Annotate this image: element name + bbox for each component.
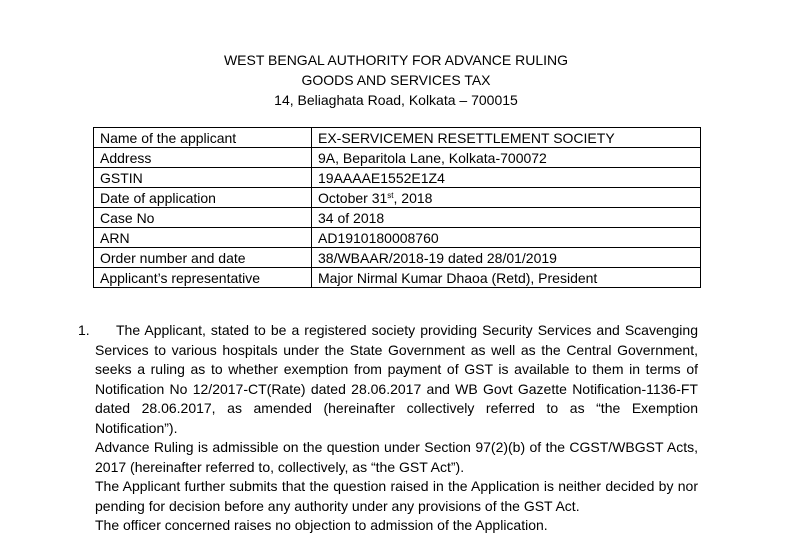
row-label: Name of the applicant: [94, 128, 312, 148]
applicant-details-table: [93, 127, 701, 288]
authority-address: 14, Beliaghata Road, Kolkata – 700015: [274, 92, 518, 108]
row-label: ARN: [94, 228, 312, 248]
row-value: [312, 188, 701, 208]
row-label: Date of application: [94, 188, 312, 208]
row-label: Address: [94, 148, 312, 168]
table-row: [94, 248, 701, 268]
row-label: Case No: [94, 208, 312, 228]
row-label: GSTIN: [94, 168, 312, 188]
paragraph-1: The Applicant, stated to be a registered society providing Security Services and Scavenging Services to various hospitals under the State Government as well as the Central Government, seeks a ruling as to whether exemption from payment of GST is available to them in terms of Notification No 12/2017-CT(Rate) dated 28.06.2017 and WB Govt Gazette Notification-1136-FT dated 28.06.2017, as amended (hereinafter collectively referred to as “the Exemption Notification”).: [95, 322, 698, 436]
row-value: AD1910180008760: [312, 228, 701, 248]
table-row: [94, 148, 701, 168]
document-header: [0, 50, 792, 110]
paragraph-number: 1.: [78, 322, 90, 338]
paragraph-3: The Applicant further submits that the question raised in the Application is neither decided by nor pending for decision before any authority under any provisions of the GST Act.: [95, 478, 698, 514]
paragraph-2: Advance Ruling is admissible on the question under Section 97(2)(b) of the CGST/WBGST Acts, 2017 (hereinafter referred to, collectively, as “the GST Act”).: [95, 439, 698, 475]
table-row: [94, 208, 701, 228]
table-row: [94, 228, 701, 248]
row-label: Applicant’s representative: [94, 268, 312, 288]
row-value: Major Nirmal Kumar Dhaoa (Retd), President: [312, 268, 701, 288]
authority-title: WEST BENGAL AUTHORITY FOR ADVANCE RULING: [223, 52, 569, 68]
paragraph-text: [95, 321, 698, 536]
row-value: EX-SERVICEMEN RESETTLEMENT SOCIETY: [312, 128, 701, 148]
row-value: 9A, Beparitola Lane, Kolkata-700072: [312, 148, 701, 168]
tax-title: GOODS AND SERVICES TAX: [301, 72, 491, 88]
row-value: 38/WBAAR/2018-19 dated 28/01/2019: [312, 248, 701, 268]
row-value: 19AAAAE1552E1Z4: [312, 168, 701, 188]
date-ordinal-suffix: st: [387, 190, 394, 200]
table-row: [94, 168, 701, 188]
date-year: , 2018: [393, 189, 433, 206]
table-row: [94, 268, 701, 288]
table-row: [94, 188, 701, 208]
row-label: Order number and date: [94, 248, 312, 268]
table-row: [94, 128, 701, 148]
date-main: October 31: [318, 189, 388, 206]
row-value: 34 of 2018: [312, 208, 701, 228]
paragraph-4: The officer concerned raises no objection to admission of the Application.: [95, 517, 548, 533]
